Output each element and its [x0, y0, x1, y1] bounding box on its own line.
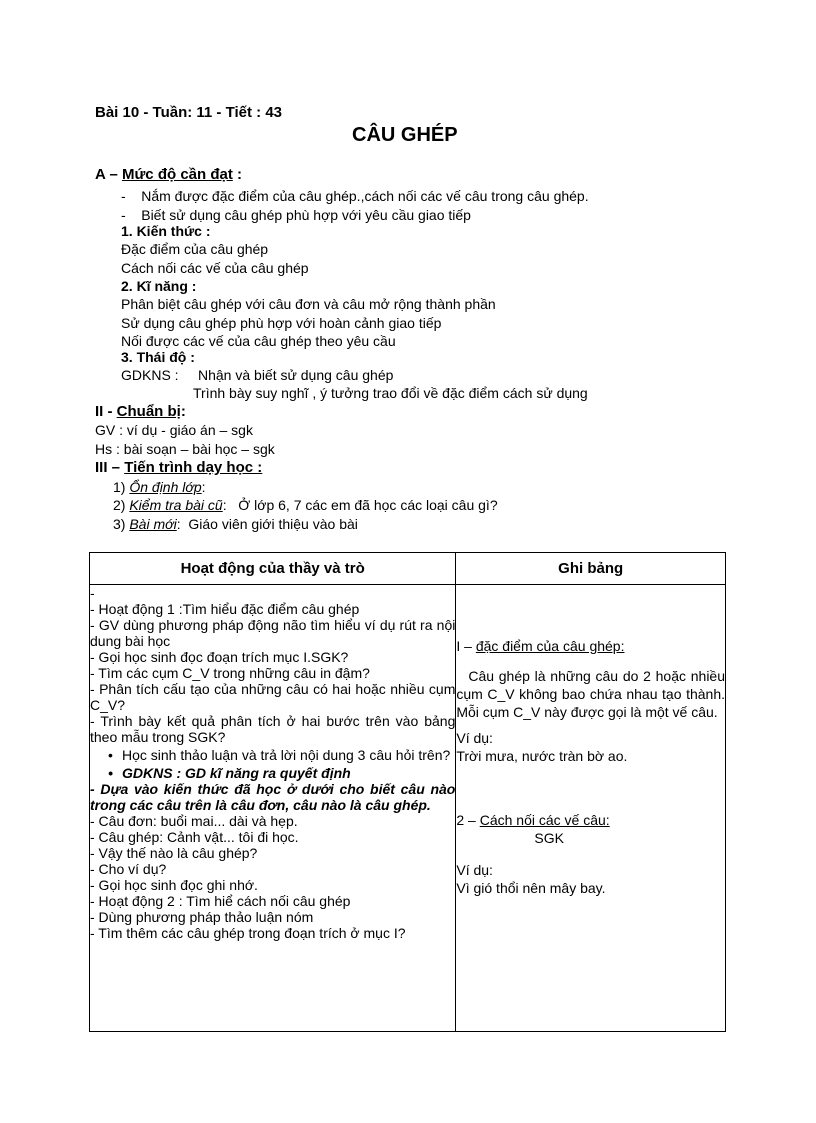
list-item: • Học sinh thảo luận và trả lời nội dung 3 câu hỏi trên?	[90, 747, 455, 763]
list-item: - Tìm thêm các câu ghép trong đoạn trích ở mục I?	[90, 925, 406, 941]
section-iii-heading: III – Tiến trình dạy học :	[95, 459, 263, 476]
step-item: 3) Bài mới: Giáo viên giới thiệu vào bài	[113, 516, 358, 532]
col-header-board: Ghi bảng	[456, 553, 726, 585]
attitude-heading: 3. Thái độ :	[121, 349, 195, 365]
list-item: - Phân tích cấu tạo của những câu có hai hoặc nhiều cụm C_V?	[90, 681, 456, 713]
step-item: 2) Kiểm tra bài cũ: Ở lớp 6, 7 các em đã học các loại câu gì?	[113, 497, 498, 513]
board-cell	[456, 585, 726, 1032]
goal-item: - Nắm được đặc điểm của câu ghép.,cách nối các vế câu trong câu ghép.	[121, 188, 589, 204]
list-item: - Trình bày kết quả phân tích ở hai bước trên vào bảng theo mẫu trong SGK?	[90, 713, 456, 745]
board-section-2-sub: SGK	[534, 830, 564, 846]
section-a-heading: A – Mức độ cần đạt :	[95, 166, 242, 183]
list-item: - GV dùng phương pháp động não tìm hiểu ví dụ rút ra nội dung bài học	[90, 617, 456, 649]
skill-item: Nối được các vế của câu ghép theo yêu cầu	[121, 333, 396, 349]
example-label: Ví dụ:	[456, 862, 493, 878]
lesson-line: Bài 10 - Tuần: 11 - Tiết : 43	[95, 104, 283, 121]
knowledge-item: Đặc điểm của câu ghép	[121, 241, 269, 257]
gdkns-note: • GDKNS : GD kĩ năng ra quyết định	[90, 765, 455, 781]
col-header-activities: Hoạt động của thầy và trò	[90, 553, 456, 585]
list-item: - Gọi học sinh đọc đoạn trích mục I.SGK?	[90, 649, 349, 665]
list-item: - Hoạt động 2 : Tìm hiể cách nối câu ghép	[90, 893, 351, 909]
example-text: Vì gió thổi nên mây bay.	[456, 880, 606, 896]
list-item: - Dùng phương pháp thảo luận nóm	[90, 909, 314, 925]
question-item: - Dựa vào kiến thức đã học ở dưới cho biết câu nào trong các câu trên là câu đơn, câu nào là câu ghép.	[90, 781, 456, 813]
attitude-line: Trình bày suy nghĩ , ý tưởng trao đổi về đặc điểm cách sử dụng	[193, 385, 588, 401]
knowledge-item: Cách nối các vế của câu ghép	[121, 260, 309, 276]
goal-item: - Biết sử dụng câu ghép phù hợp với yêu cầu giao tiếp	[121, 207, 471, 223]
example-text: Trời mưa, nước tràn bờ ao.	[456, 748, 628, 764]
lesson-table	[89, 552, 726, 1032]
list-item: - Hoạt động 1 :Tìm hiểu đặc điểm câu ghép	[90, 601, 360, 617]
activities-cell	[90, 585, 456, 1032]
step-item: 1) Ổn định lớp:	[113, 479, 206, 495]
list-item: - Vậy thế nào là câu ghép?	[90, 845, 258, 861]
section-ii-heading: II - Chuẩn bị:	[95, 403, 186, 420]
gdkns-label: GDKNS :	[121, 367, 179, 383]
board-section-1-heading: I – đặc điểm của câu ghép:	[456, 638, 625, 654]
skill-item: Sử dụng câu ghép phù hợp với hoàn cảnh giao tiếp	[121, 315, 442, 331]
prep-gv: GV : ví dụ - giáo án – sgk	[95, 422, 253, 438]
definition-text: Câu ghép là những câu do 2 hoặc nhiều cụm C_V không bao chứa nhau tạo thành. Mỗi cụm C_V này được gọi là một vế câu.	[456, 668, 725, 720]
list-item: - Gọi học sinh đọc ghi nhớ.	[90, 877, 258, 893]
example-label: Ví dụ:	[456, 730, 493, 746]
list-item: - Tìm các cụm C_V trong những câu in đậm?	[90, 665, 370, 681]
list-item: - Câu đơn: buổi mai... dài và hẹp.	[90, 813, 298, 829]
skills-heading: 2. Kĩ năng :	[121, 278, 197, 294]
board-section-2-heading: 2 – Cách nối các vế câu:	[456, 812, 610, 828]
list-item: - Câu ghép: Cảnh vật... tôi đi học.	[90, 829, 299, 845]
skill-item: Phân biệt câu ghép với câu đơn và câu mở rộng thành phần	[121, 296, 496, 312]
page-title: CÂU GHÉP	[352, 124, 458, 146]
attitude-line: Nhận và biết sử dụng câu ghép	[198, 367, 394, 383]
knowledge-heading: 1. Kiến thức :	[121, 223, 211, 239]
list-item: -	[90, 585, 95, 601]
prep-hs: Hs : bài soạn – bài học – sgk	[95, 441, 275, 457]
list-item: - Cho ví dụ?	[90, 861, 167, 877]
